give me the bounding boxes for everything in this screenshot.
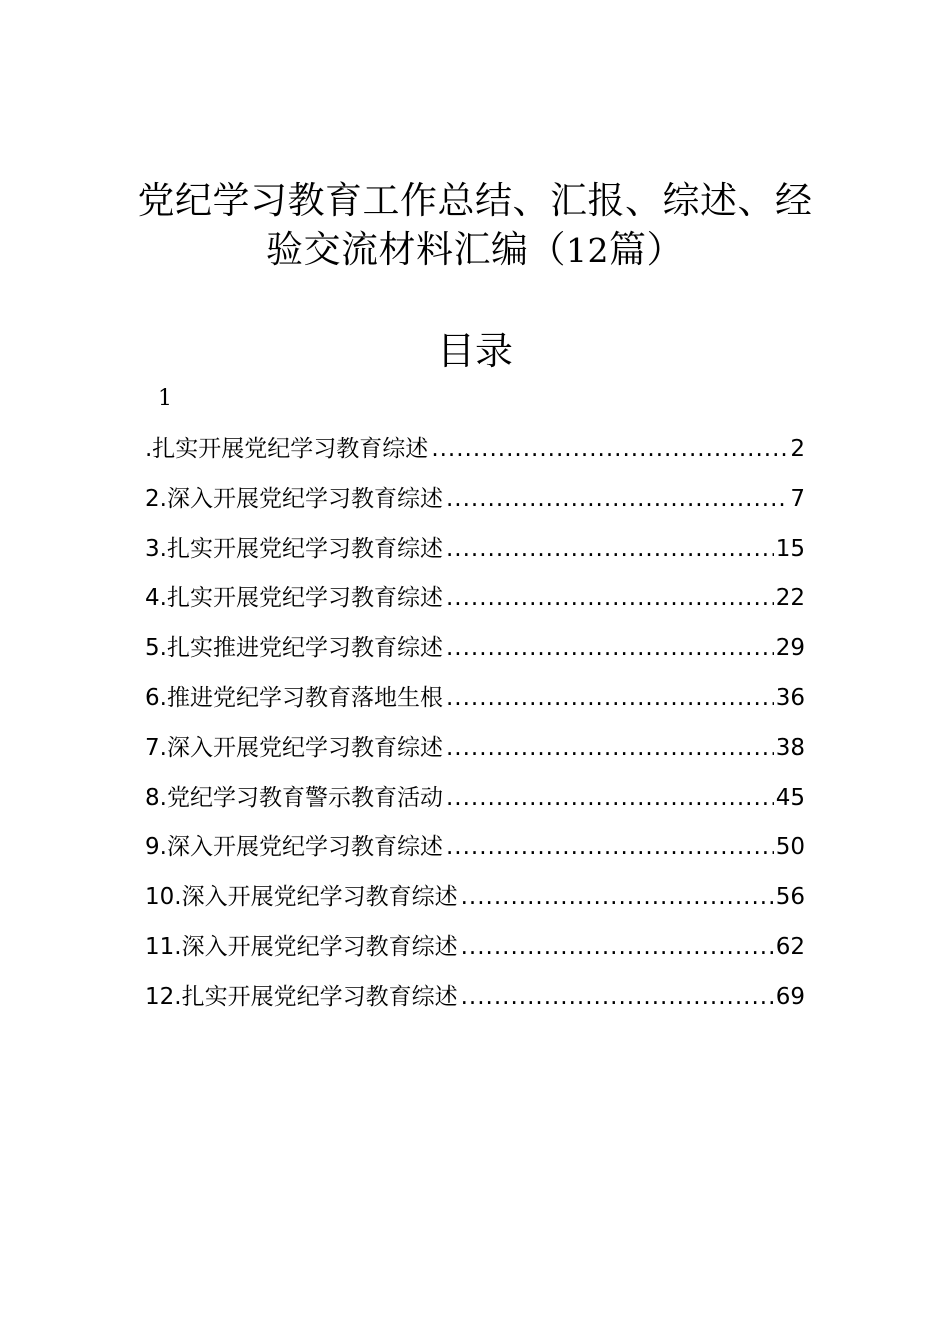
toc-dot-leader	[461, 879, 774, 915]
toc-heading: 目录	[436, 329, 513, 373]
toc-entry-title: 5.扎实推进党纪学习教育综述	[145, 635, 443, 662]
toc-entry[interactable]	[145, 829, 805, 879]
toc-entry-page: 56	[775, 884, 805, 911]
toc-entry-title: 10.深入开展党纪学习教育综述	[145, 884, 458, 911]
toc-dot-leader	[446, 780, 774, 816]
toc-entry[interactable]	[145, 979, 805, 1029]
document-title-line-1: 党纪学习教育工作总结、汇报、综述、经	[137, 179, 813, 222]
toc-dot-leader	[446, 481, 788, 517]
toc-entry[interactable]	[145, 929, 805, 979]
toc-entry[interactable]	[145, 580, 805, 630]
toc-entry-page: 22	[775, 585, 805, 612]
toc-entry-page: 7	[790, 485, 805, 512]
toc-dot-leader	[446, 730, 774, 766]
toc-entry[interactable]	[145, 481, 805, 531]
toc-entry-title: 9.深入开展党纪学习教育综述	[145, 834, 443, 861]
toc-entry-page: 50	[775, 834, 805, 861]
toc-entry[interactable]	[145, 780, 805, 830]
title-count: 12	[566, 231, 609, 270]
toc-entry[interactable]	[145, 431, 805, 481]
toc-entry-title: 4.扎实开展党纪学习教育综述	[145, 585, 443, 612]
toc-entry-title: 6.推进党纪学习教育落地生根	[145, 684, 443, 711]
toc-entry[interactable]	[145, 531, 805, 581]
title-suffix: 篇）	[609, 228, 684, 271]
toc-entry[interactable]	[145, 680, 805, 730]
table-of-contents	[145, 431, 805, 1029]
toc-dot-leader	[461, 929, 774, 965]
toc-entry-page: 2	[790, 436, 805, 462]
toc-dot-leader	[431, 431, 788, 467]
toc-entry-page: 45	[775, 784, 805, 811]
toc-entry[interactable]	[145, 879, 805, 929]
title-prefix: 验交流材料汇编（	[266, 228, 566, 271]
toc-entry[interactable]	[145, 730, 805, 780]
toc-entry-page: 62	[775, 933, 805, 960]
toc-dot-leader	[446, 630, 774, 666]
toc-entry-page: 36	[775, 684, 805, 711]
toc-entry-page: 29	[775, 635, 805, 662]
toc-entry-title: 8.党纪学习教育警示教育活动	[145, 784, 443, 811]
toc-dot-leader	[446, 829, 774, 865]
toc-dot-leader	[446, 680, 774, 716]
toc-dot-leader	[461, 979, 774, 1015]
toc-entry-page: 69	[775, 983, 805, 1010]
toc-entry-title: 7.深入开展党纪学习教育综述	[145, 734, 443, 761]
toc-dot-leader	[446, 531, 774, 567]
toc-entry-page: 15	[775, 535, 805, 562]
toc-entry-title: 2.深入开展党纪学习教育综述	[145, 485, 443, 512]
toc-entry-title: .扎实开展党纪学习教育综述	[145, 436, 429, 462]
toc-entry-title: 11.深入开展党纪学习教育综述	[145, 933, 458, 960]
document-title-line-2	[100, 225, 850, 276]
toc-dot-leader	[446, 580, 774, 616]
toc-entry-title: 3.扎实开展党纪学习教育综述	[145, 535, 443, 562]
toc-entry-page: 38	[775, 734, 805, 761]
stray-number: 1	[158, 386, 172, 411]
toc-entry[interactable]	[145, 630, 805, 680]
toc-entry-title: 12.扎实开展党纪学习教育综述	[145, 983, 458, 1010]
